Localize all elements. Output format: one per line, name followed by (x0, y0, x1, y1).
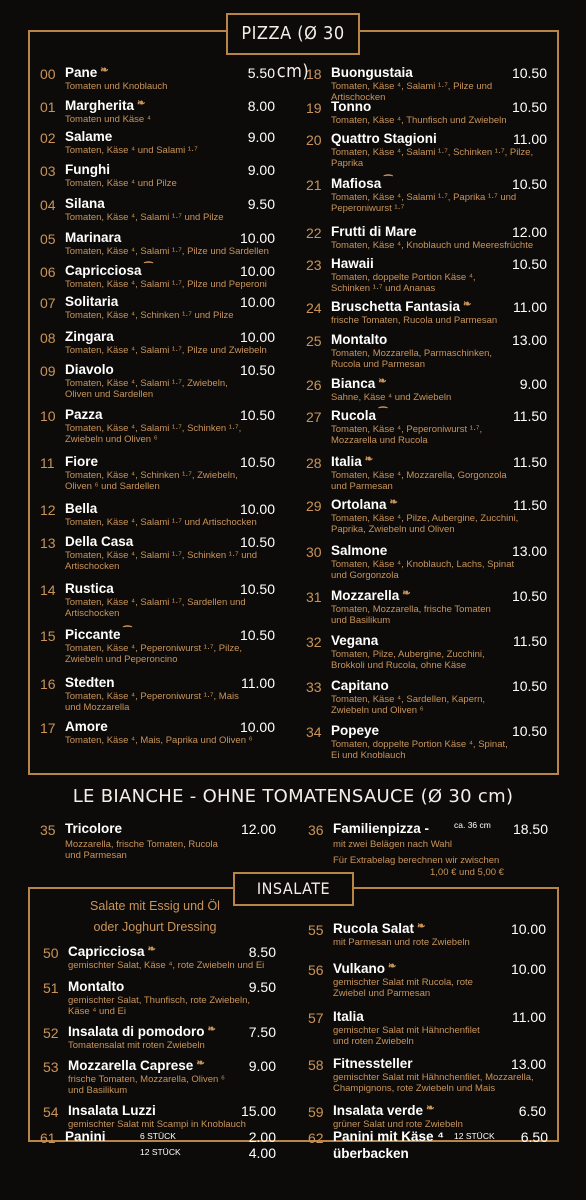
item-number: 52 (43, 1025, 59, 1041)
item-description: Tomaten, Käse ⁴, Salami ¹·⁷, Pilze und Artischocken (331, 81, 493, 103)
item-price: 10.50 (511, 678, 547, 694)
item-name (333, 961, 396, 976)
item-name (65, 407, 103, 422)
item-number: 14 (40, 582, 56, 598)
item-name-text: Solitaria (65, 294, 119, 309)
item-description: frische Tomaten, Rucola und Parmesan (331, 315, 498, 326)
item-name-text: Capricciosa (68, 944, 145, 959)
item-description: Tomaten, Käse ⁴, Salami ¹·⁷, Pilze und Sardellen (65, 246, 269, 257)
item-description: Tomaten, Käse ⁴, Salami ¹·⁷, Schinken ¹·⁷ und Artischocken (65, 550, 258, 572)
item-description: Tomaten, Käse ⁴, Peperoniwurst ¹·⁷, Pilze, Zwiebeln und Peperoncino (65, 643, 243, 665)
item-name (65, 454, 98, 469)
item-price: 10.00 (239, 719, 275, 735)
panini-qty-large: 12 STÜCK (140, 1147, 181, 1157)
wheat-icon: ❧ (207, 1024, 216, 1035)
item-price: 10.50 (511, 723, 547, 739)
item-number: 31 (306, 589, 322, 605)
wheat-icon: ❧ (402, 588, 411, 599)
item-price: 9.00 (247, 162, 275, 178)
item-name (65, 129, 112, 144)
item-name-text: Fitnessteller (333, 1056, 413, 1071)
item-name-text: Fiore (65, 454, 99, 469)
item-name (331, 454, 373, 469)
wheat-icon: ❧ (417, 921, 426, 932)
item-name (331, 497, 398, 512)
item-price: 9.50 (247, 196, 275, 212)
item-name (68, 979, 124, 994)
item-description: Tomaten, Käse ⁴, Sardellen, Kapern, Zwiebeln und Oliven ⁶ (331, 694, 486, 716)
chili-icon: ⁀ (123, 627, 132, 638)
item-name (331, 65, 413, 80)
item-number: 02 (40, 130, 56, 146)
item-name (65, 65, 109, 80)
item-name (65, 501, 97, 516)
item-name: Familienpizza - (333, 821, 430, 836)
item-name (65, 581, 114, 596)
item-description: Tomaten, Pilze, Aubergine, Zucchini, Brokkoli und Rucola, ohne Käse (331, 649, 485, 671)
item-number: 11 (40, 455, 55, 471)
item-price: 10.00 (239, 501, 275, 517)
item-name-line-2: überbacken (333, 1146, 409, 1161)
item-description: Tomaten und Knoblauch (65, 81, 168, 92)
item-number: 00 (40, 66, 56, 82)
item-description: Tomaten, Käse ⁴, Salami ¹·⁷, Paprika ¹·⁷ und Peperoniwurst ¹·⁷ (331, 192, 517, 214)
panini-kaese-qty: 12 STÜCK (454, 1131, 495, 1141)
item-price: 10.50 (511, 176, 547, 192)
item-price: 11.00 (513, 131, 547, 147)
item-description: Tomaten, Käse ⁴, Salami ¹·⁷, Schinken ¹·⁷, Pilze, Paprika (331, 147, 534, 169)
item-price: 13.00 (510, 1056, 546, 1072)
item-number: 23 (306, 257, 322, 273)
item-name (331, 678, 389, 693)
item-name-text: Vegana (331, 633, 379, 648)
menu-item-61[interactable] (40, 1130, 280, 1166)
item-name-text: Rucola Salat (333, 921, 415, 936)
item-description: Tomaten, Käse ⁴ und Pilze (65, 178, 177, 189)
item-name-text: Diavolo (65, 362, 114, 377)
item-name (65, 98, 145, 113)
item-number: 13 (40, 535, 56, 551)
item-price: 12.00 (240, 821, 276, 837)
item-description: Tomaten, Käse ⁴, Salami ¹·⁷, Pilze und Peperoni (65, 279, 267, 290)
item-name (65, 719, 108, 734)
item-name (333, 1103, 434, 1118)
item-number: 12 (40, 502, 56, 518)
item-name (65, 294, 118, 309)
item-name-text: Silana (65, 196, 105, 211)
item-number: 61 (40, 1130, 56, 1146)
pizza-section-title: PIZZA (Ø 30 cm) (226, 13, 360, 55)
item-name-text: Capricciosa (65, 263, 142, 278)
item-price: 10.50 (239, 407, 275, 423)
item-price: 10.00 (510, 961, 546, 977)
item-name (331, 588, 411, 603)
item-description: grüner Salat und rote Zwiebeln (333, 1119, 463, 1130)
item-price: 8.00 (247, 98, 275, 114)
item-price: 7.50 (248, 1024, 276, 1040)
item-name-text: Stedten (65, 675, 115, 690)
item-number: 53 (43, 1059, 59, 1075)
item-price: 11.50 (513, 408, 547, 424)
item-price: 6.50 (520, 1129, 548, 1145)
item-name-text: Bruschetta Fantasia (331, 299, 461, 314)
wheat-icon: ❧ (389, 497, 398, 508)
item-price: 11.00 (241, 675, 275, 691)
item-number: 09 (40, 363, 56, 379)
item-name (331, 224, 417, 239)
item-price: 10.00 (510, 921, 546, 937)
item-description: Tomaten, Käse ⁴, Salami ¹·⁷, Zwiebeln, Oliven und Sardellen (65, 378, 228, 400)
item-price: 11.50 (513, 454, 547, 470)
panini-qty-small: 6 STÜCK (140, 1131, 176, 1141)
salad-dressing-line-2: oder Joghurt Dressing (93, 920, 217, 934)
item-description: Sahne, Käse ⁴ und Zwiebeln (331, 392, 452, 403)
item-number: 08 (40, 330, 56, 346)
item-price: 8.50 (248, 944, 276, 960)
menu-item-62[interactable] (308, 1130, 548, 1170)
item-name (331, 633, 378, 648)
wheat-icon: ❧ (100, 65, 109, 76)
item-description: Tomaten, Käse ⁴, Schinken ¹·⁷, Zwiebeln, Oliven ⁶ und Sardellen (65, 470, 238, 492)
item-name (65, 627, 132, 642)
wheat-icon: ❧ (196, 1058, 205, 1069)
wheat-icon: ❧ (463, 299, 472, 310)
wheat-icon: ❧ (388, 961, 397, 972)
item-description: Tomaten und Käse ⁴ (65, 114, 151, 125)
item-name-text: Tonno (331, 99, 372, 114)
salad-dressing-note (55, 896, 255, 938)
item-name (65, 196, 105, 211)
item-name (65, 534, 133, 549)
item-name-text: Insalata Luzzi (68, 1103, 156, 1118)
item-description: gemischter Salat mit Hähnchenfilet und roten Zwiebeln (333, 1025, 480, 1047)
item-number: 59 (308, 1104, 324, 1120)
item-description: Tomaten, Käse ⁴, Knoblauch und Meeresfrüchte (331, 240, 534, 251)
item-name: Panini (65, 1129, 106, 1144)
item-number: 05 (40, 231, 56, 247)
item-price: 10.50 (239, 534, 275, 550)
item-number: 24 (306, 300, 322, 316)
item-name (68, 1058, 205, 1073)
item-name (65, 162, 110, 177)
item-name-text: Piccante (65, 627, 121, 642)
item-number: 03 (40, 163, 56, 179)
item-name-text: Mozzarella (331, 588, 400, 603)
chili-icon: ⁀ (379, 408, 388, 419)
item-name (65, 230, 121, 245)
item-description: Tomaten, Käse ⁴, Schinken ¹·⁷ und Pilze (65, 310, 234, 321)
item-name (333, 1056, 413, 1071)
item-name (65, 362, 114, 377)
item-price: 11.50 (513, 497, 547, 513)
item-name-text: Rustica (65, 581, 114, 596)
item-name-text: Bella (65, 501, 98, 516)
item-description: frische Tomaten, Mozzarella, Oliven ⁶ und Basilikum (68, 1074, 225, 1096)
item-price: 9.00 (248, 1058, 276, 1074)
item-price: 11.00 (513, 299, 547, 315)
item-price: 10.50 (511, 588, 547, 604)
item-number: 30 (306, 544, 322, 560)
item-number: 06 (40, 264, 56, 280)
item-name-text: Vulkano (333, 961, 386, 976)
salad-dressing-line-1: Salate mit Essig und Öl (90, 899, 220, 913)
item-price: 5.50 (247, 65, 275, 81)
item-description: Tomaten, doppelte Portion Käse ⁴, Schinken ¹·⁷ und Ananas (331, 272, 476, 294)
item-price: 6.50 (518, 1103, 546, 1119)
item-number: 34 (306, 724, 322, 740)
item-price: 9.00 (519, 376, 547, 392)
item-number: 50 (43, 945, 59, 961)
item-description: gemischter Salat mit Scampi in Knoblauch (68, 1119, 246, 1130)
item-name (65, 329, 114, 344)
item-description: gemischter Salat, Thunfisch, rote Zwiebeln, Käse ⁴ und Ei (68, 995, 250, 1017)
item-number: 35 (40, 822, 56, 838)
item-number: 15 (40, 628, 56, 644)
item-name (333, 1009, 364, 1024)
item-name (331, 299, 471, 314)
item-price: 11.00 (512, 1009, 546, 1025)
item-description: Tomaten, Käse ⁴, Peperoniwurst ¹·⁷, Mais und Mozzarella (65, 691, 239, 713)
item-price: 10.50 (511, 65, 547, 81)
item-number: 10 (40, 408, 56, 424)
wheat-icon: ❧ (364, 454, 374, 465)
item-name-text: Zingara (65, 329, 114, 344)
item-description: gemischter Salat mit Rucola, rote Zwiebel und Parmesan (333, 977, 473, 999)
bianche-section-title: LE BIANCHE - OHNE TOMATENSAUCE (Ø 30 cm) (72, 786, 514, 807)
item-number: 17 (40, 720, 56, 736)
extra-topping-note: Für Extrabelag berechnen wir zwischen (333, 855, 500, 866)
item-name (68, 1103, 156, 1118)
item-description: mit Parmesan und rote Zwiebeln (333, 937, 470, 948)
item-name-text: Pane (65, 65, 98, 80)
item-price: 15.00 (240, 1103, 276, 1119)
item-name-text: Pazza (65, 407, 103, 422)
item-name (65, 675, 115, 690)
item-name (331, 543, 387, 558)
item-number: 19 (306, 100, 322, 116)
item-price: 10.00 (239, 230, 275, 246)
item-price: 13.00 (511, 332, 547, 348)
item-number: 51 (43, 980, 59, 996)
chili-icon: ⁀ (384, 176, 393, 187)
item-name-text: Insalata di pomodoro (68, 1024, 205, 1039)
item-description: Tomaten, Käse ⁴, Peperoniwurst ¹·⁷, Mozzarella und Rucola (331, 424, 483, 446)
item-price: 9.00 (247, 129, 275, 145)
item-name-text: Popeye (331, 723, 380, 738)
item-description: gemischter Salat, Käse ⁴, rote Zwiebeln und Ei (68, 960, 265, 971)
item-name-text: Rucola (331, 408, 377, 423)
item-name-text: Salmone (331, 543, 388, 558)
item-name-text: Mafiosa (331, 176, 382, 191)
item-description: Tomaten, Käse ⁴ und Salami ¹·⁷ (65, 145, 198, 156)
item-name-text: Ortolana (331, 497, 387, 512)
item-name-text: Bianca (331, 376, 376, 391)
item-description: gemischter Salat mit Hähnchenfilet, Mozzarella, Champignons, rote Zwiebeln und Mais (333, 1072, 534, 1094)
insalate-section-title: INSALATE (233, 872, 354, 906)
item-price: 10.50 (239, 627, 275, 643)
item-description: Tomatensalat mit roten Zwiebeln (68, 1040, 205, 1051)
item-name-text: Hawaii (331, 256, 374, 271)
item-price: 10.00 (239, 294, 275, 310)
item-number: 32 (306, 634, 322, 650)
item-description: Tomaten, Mozzarella, frische Tomaten und Basilikum (331, 604, 491, 626)
item-description: mit zwei Belägen nach Wahl (333, 839, 452, 850)
item-price: 10.00 (239, 263, 275, 279)
item-name (331, 332, 387, 347)
item-description: Tomaten, Mozzarella, Parmaschinken, Rucola und Parmesan (331, 348, 493, 370)
item-number: 07 (40, 295, 56, 311)
item-name (331, 408, 387, 423)
item-name (331, 176, 392, 191)
item-price: 18.50 (512, 821, 548, 837)
item-number: 04 (40, 197, 56, 213)
wheat-icon: ❧ (426, 1103, 435, 1114)
item-number: 56 (308, 962, 324, 978)
item-name-text: Italia (331, 454, 362, 469)
item-name (68, 1024, 216, 1039)
item-name-text: Italia (333, 1009, 364, 1024)
item-name-text: Funghi (65, 162, 110, 177)
wheat-icon: ❧ (137, 98, 146, 109)
item-price: 11.50 (513, 633, 547, 649)
item-description: Mozzarella, frische Tomaten, Rucola und Parmesan (65, 839, 218, 861)
item-name-text: Capitano (331, 678, 389, 693)
item-name-text: Montalto (68, 979, 125, 994)
item-description: Tomaten, Käse ⁴, Thunfisch und Zwiebeln (331, 115, 507, 126)
pizza-size-label: ca. 36 cm (454, 820, 491, 830)
item-name-text: Salame (65, 129, 113, 144)
item-name (331, 99, 371, 114)
item-description: Tomaten, Käse ⁴, Salami ¹·⁷, Schinken ¹·⁷, Zwiebeln und Oliven ⁶ (65, 423, 242, 445)
item-number: 28 (306, 455, 322, 471)
item-number: 21 (306, 177, 322, 193)
item-description: Tomaten, doppelte Portion Käse ⁴, Spinat, Ei und Knoblauch (331, 739, 508, 761)
item-name-text: Insalata verde (333, 1103, 424, 1118)
item-name-text: Quattro Stagioni (331, 131, 437, 146)
item-price: 13.00 (511, 543, 547, 559)
item-name (331, 723, 379, 738)
item-price: 10.50 (239, 362, 275, 378)
item-number: 58 (308, 1057, 324, 1073)
item-name (331, 376, 387, 391)
panini-price-small: 2.00 (248, 1129, 276, 1145)
item-description: Tomaten, Käse ⁴, Knoblauch, Lachs, Spinat und Gorgonzola (331, 559, 515, 581)
item-number: 29 (306, 498, 322, 514)
item-name-text: Marinara (65, 230, 122, 245)
chili-icon: ⁀ (144, 263, 153, 274)
item-number: 57 (308, 1010, 324, 1026)
item-number: 20 (306, 132, 322, 148)
item-price: 9.50 (248, 979, 276, 995)
extra-topping-price-range: 1,00 € und 5,00 € (430, 867, 504, 878)
item-name-text: Mozzarella Caprese (68, 1058, 194, 1073)
item-price: 10.50 (239, 454, 275, 470)
item-price: 10.50 (239, 581, 275, 597)
item-number: 54 (43, 1104, 59, 1120)
item-price: 10.00 (239, 329, 275, 345)
item-description: Tomaten, Käse ⁴, Salami ¹·⁷, Pilze und Zwiebeln (65, 345, 267, 356)
item-name-text: Buongustaia (331, 65, 413, 80)
item-name-text: Amore (65, 719, 108, 734)
item-name-text: Montalto (331, 332, 388, 347)
item-price: 10.50 (511, 256, 547, 272)
item-price: 10.50 (511, 99, 547, 115)
item-description: Tomaten, Käse ⁴, Salami ¹·⁷ und Artischocken (65, 517, 257, 528)
item-price: 12.00 (511, 224, 547, 240)
item-number: 22 (306, 225, 322, 241)
item-name: Panini mit Käse ⁴ (333, 1129, 444, 1144)
item-name (65, 263, 153, 278)
item-number: 16 (40, 676, 56, 692)
item-number: 26 (306, 377, 322, 393)
item-number: 18 (306, 66, 322, 82)
item-name-text: Della Casa (65, 534, 134, 549)
item-name: Tricolore (65, 821, 123, 836)
item-description: Tomaten, Käse ⁴, Mozzarella, Gorgonzola und Parmesan (331, 470, 507, 492)
wheat-icon: ❧ (378, 376, 387, 387)
item-name (331, 256, 374, 271)
item-name-text: Margherita (65, 98, 135, 113)
item-number: 25 (306, 333, 322, 349)
item-number: 55 (308, 922, 324, 938)
item-description: Tomaten, Käse ⁴, Salami ¹·⁷, Sardellen und Artischocken (65, 597, 246, 619)
item-description: Tomaten, Käse ⁴, Mais, Paprika und Oliven ⁶ (65, 735, 253, 746)
item-name (331, 131, 437, 146)
item-description: Tomaten, Käse ⁴, Salami ¹·⁷ und Pilze (65, 212, 224, 223)
item-description: Tomaten, Käse ⁴, Pilze, Aubergine, Zucchini, Paprika, Zwiebeln und Oliven (331, 513, 519, 535)
item-number: 36 (308, 822, 324, 838)
menu-item-35[interactable] (40, 822, 280, 866)
wheat-icon: ❧ (147, 944, 156, 955)
item-number: 33 (306, 679, 322, 695)
item-name-text: Frutti di Mare (331, 224, 417, 239)
item-number: 62 (308, 1130, 324, 1146)
panini-price-large: 4.00 (248, 1145, 276, 1161)
item-number: 27 (306, 409, 322, 425)
item-name (68, 944, 156, 959)
item-name (333, 921, 425, 936)
item-number: 01 (40, 99, 56, 115)
